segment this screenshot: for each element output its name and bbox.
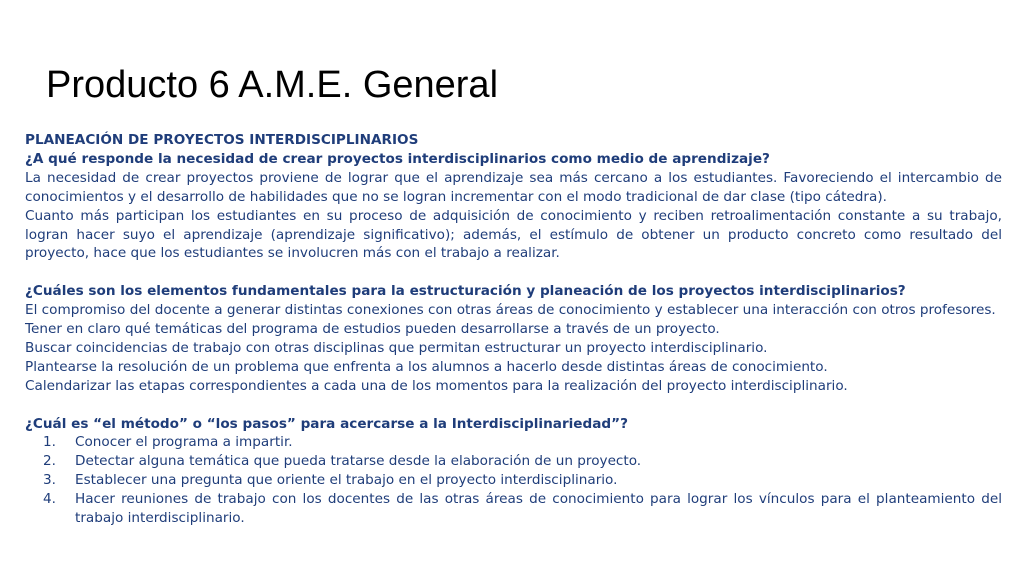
spacer: [25, 396, 1002, 415]
slide-body: [25, 131, 1002, 528]
step-item: [25, 471, 1002, 490]
step-item: [25, 433, 1002, 452]
step-text: Hacer reuniones de trabajo con los docentes de las otras áreas de conocimiento para lograr los vínculos para el planteamiento del trabajo interdisciplinario.: [75, 491, 1002, 527]
answer-2-paragraph-1: El compromiso del docente a generar distintas conexiones con otras áreas de conocimiento y establecer una interacción con otros profesores.: [25, 302, 996, 319]
step-item: [25, 490, 1002, 528]
step-text: Establecer una pregunta que oriente el trabajo en el proyecto interdisciplinario.: [75, 472, 618, 489]
answer-2-paragraph-5: Calendarizar las etapas correspondientes a cada una de los momentos para la realización del proyecto interdisciplinario.: [25, 377, 848, 394]
answer-1-paragraph-1: La necesidad de crear proyectos proviene de lograr que el aprendizaje sea más cercano a los estudiantes. Favoreciendo el intercambio de conocimientos y el desarrollo de habilidades que no se logran incrementar con el modo tradicional de dar clase (tipo cátedra).: [25, 169, 1002, 205]
step-item: [25, 452, 1002, 471]
answer-1-paragraph-2: Cuanto más participan los estudiantes en su proceso de adquisición de conocimiento y reciben retroalimentación constante a su trabajo, logran hacer suyo el aprendizaje (aprendizaje significativo); además, el estímulo de obtener un producto concreto como resultado del proyecto, hace que los estudiantes se involucren más con el trabajo a realizar.: [25, 207, 1002, 262]
slide-title: Producto 6 A.M.E. General: [46, 64, 499, 106]
steps-list: [25, 433, 1002, 528]
question-1: ¿A qué responde la necesidad de crear proyectos interdisciplinarios como medio de aprendizaje?: [25, 150, 770, 167]
answer-2-paragraph-4: Plantearse la resolución de un problema que enfrenta a los alumnos a hacerlo desde distintas áreas de conocimiento.: [25, 358, 828, 375]
question-3: ¿Cuál es “el método” o “los pasos” para acercarse a la Interdisciplinariedad”?: [25, 415, 628, 432]
question-2: ¿Cuáles son los elementos fundamentales para la estructuración y planeación de los proyectos interdisciplinarios?: [25, 283, 906, 300]
step-number: 3.: [43, 472, 56, 489]
answer-2-paragraph-3: Buscar coincidencias de trabajo con otras disciplinas que permitan estructurar un proyecto interdisciplinario.: [25, 339, 768, 356]
step-number: 2.: [43, 453, 56, 470]
step-number: 4.: [43, 491, 56, 508]
step-text: Detectar alguna temática que pueda tratarse desde la elaboración de un proyecto.: [75, 453, 642, 470]
step-number: 1.: [43, 434, 56, 451]
step-text: Conocer el programa a impartir.: [75, 434, 293, 451]
section-heading: PLANEACIÓN DE PROYECTOS INTERDISCIPLINARIOS: [25, 132, 419, 148]
answer-2-paragraph-2: Tener en claro qué temáticas del programa de estudios pueden desarrollarse a través de un proyecto.: [25, 321, 720, 338]
spacer: [25, 263, 1002, 282]
